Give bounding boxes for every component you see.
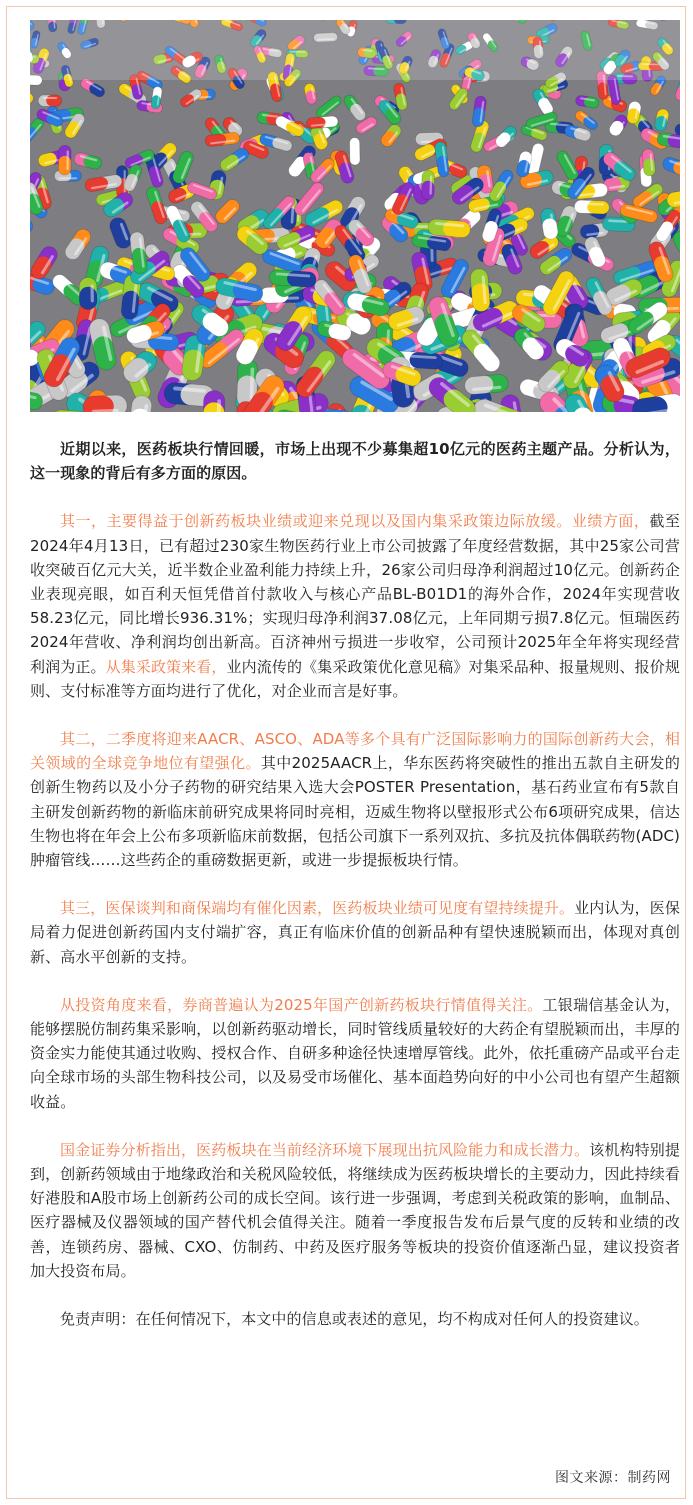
p1-body-2: 业内流传的《集采政策优化意见稿》对集采品种、报量规则、报价规则、支付标准等方面均进行了优化，对企业而言是好事。 (30, 657, 680, 700)
p5-highlight: 国金证券分析指出，医药板块在当前经济环境下展现出抗风险能力和成长潜力。 (60, 1140, 590, 1159)
hero-image (30, 20, 680, 412)
p1-highlight: 其一，主要得益于创新药板块业绩或迎来兑现以及国内集采政策边际放缓。业绩方面， (60, 512, 650, 531)
paragraph-2 (30, 727, 680, 872)
pill-capsule (350, 138, 361, 166)
image-source-credit: 图文来源：制药网 (555, 1470, 671, 1486)
pill-capsule (642, 148, 656, 176)
pill-capsule (58, 145, 71, 175)
p1-body: 截至2024年4月13日，已有超过230家生物医药行业上市公司披露了年度经营数据，其中25家公司营收突破百亿元大关，近半数企业盈利能力持续上升，26家公司归母净利润超过10亿元。创新药企业表现亮眼，如百利天恒凭借首付款收入与核心产品BL-B01D1的海外合作，2024年实现营收58.23亿元，同比增长936.31%；实现归母净利润37.08亿元，上年同期亏损7.8亿元。恒瑞医药2024年营收、净利润均创出新高。百济神州亏损进一步收窄，公司预计2025年全年将实现经营利润为正。 (30, 512, 681, 676)
intro-paragraph: 近期以来，医药板块行情回暖，市场上出现不少募集超10亿元的医药主题产品。分析认为，这一现象的背后有多方面的原因。 (30, 440, 680, 483)
pill-capsule (83, 395, 128, 412)
paragraph-5 (30, 1138, 680, 1283)
p2-highlight: 其二，二季度将迎来AACR、ASCO、ADA等多个具有广泛国际影响力的国际创新药大会，相关领域的全球竞争地位有望强化。 (30, 730, 680, 773)
pill-capsule (38, 95, 61, 106)
p3-body: 业内认为，医保局着力促进创新药国内支付端扩容，真正有临床价值的创新品种有望快速脱颖而出，体现对真创新、高水平创新的支持。 (30, 899, 681, 966)
pill-capsule (269, 269, 317, 287)
p3-highlight: 其三，医保谈判和商保端均有催化因素，医药板块业绩可见度有望持续提升。 (60, 899, 575, 918)
article-body (30, 437, 680, 1355)
paragraph-1 (30, 509, 680, 703)
p4-highlight: 从投资角度来看，券商普遍认为2025年国产创新药板块行情值得关注。 (60, 995, 543, 1014)
pill-capsule (79, 277, 97, 309)
pills-photo (30, 20, 680, 412)
p1-mid-highlight: 从集采政策来看， (105, 657, 227, 676)
disclaimer: 免责声明：在任何情况下，本文中的信息或表述的意见，均不构成对任何人的投资建议。 (60, 1310, 649, 1329)
pill-capsule (470, 268, 491, 312)
p2-body: 其中2025AACR上，华东医药将突破性的推出五款自主研发的创新生物药以及小分子药物的研究结果入选大会POSTER Presentation，基石药业宣布有5款自主研发创新药物的新临床前研究成果将同时亮相，迈威生物将以壁报形式公布6项研究成果，信达生物也将在年会上公布多项新临床前数据，包括公司旗下一系列双抗、多抗及抗体偶联药物(ADC)肿瘤管线……这些药企的重磅数据更新，或进一步提振板块行情。 (30, 754, 680, 870)
p4-body: 工银瑞信基金认为，能够摆脱仿制药集采影响，以创新药驱动增长，同时管线质量较好的大药企有望脱颖而出，丰厚的资金实力能使其通过收购、授权合作、自研多种途径快速增厚管线。此外，依托重磅产品或平台走向全球市场的头部生物科技公司，以及易受市场催化、基本面趋势向好的中小公司也有望产生超额收益。 (30, 995, 680, 1111)
paragraph-4 (30, 993, 680, 1114)
paragraph-3 (30, 896, 680, 969)
pill-capsule (464, 374, 509, 395)
pill-capsule (306, 116, 338, 129)
pill-capsule (421, 170, 435, 200)
p5-body: 该机构特别提到，创新药领域由于地缘政治和关税风险较低，将继续成为医药板块增长的主要动力，因此持续看好港股和A股市场上创新药公司的成长空间。该行进一步强调，考虑到关税政策的影响，血制品、医疗器械及仪器领域的国产替代机会值得关注。随着一季度报告发布后景气度的反转和业绩的改善，连锁药房、器械、CXO、仿制药、中药及医疗服务等板块的投资价值逐渐凸显，建议投资者加大投资布局。 (30, 1140, 680, 1280)
pill-capsule (574, 200, 609, 214)
